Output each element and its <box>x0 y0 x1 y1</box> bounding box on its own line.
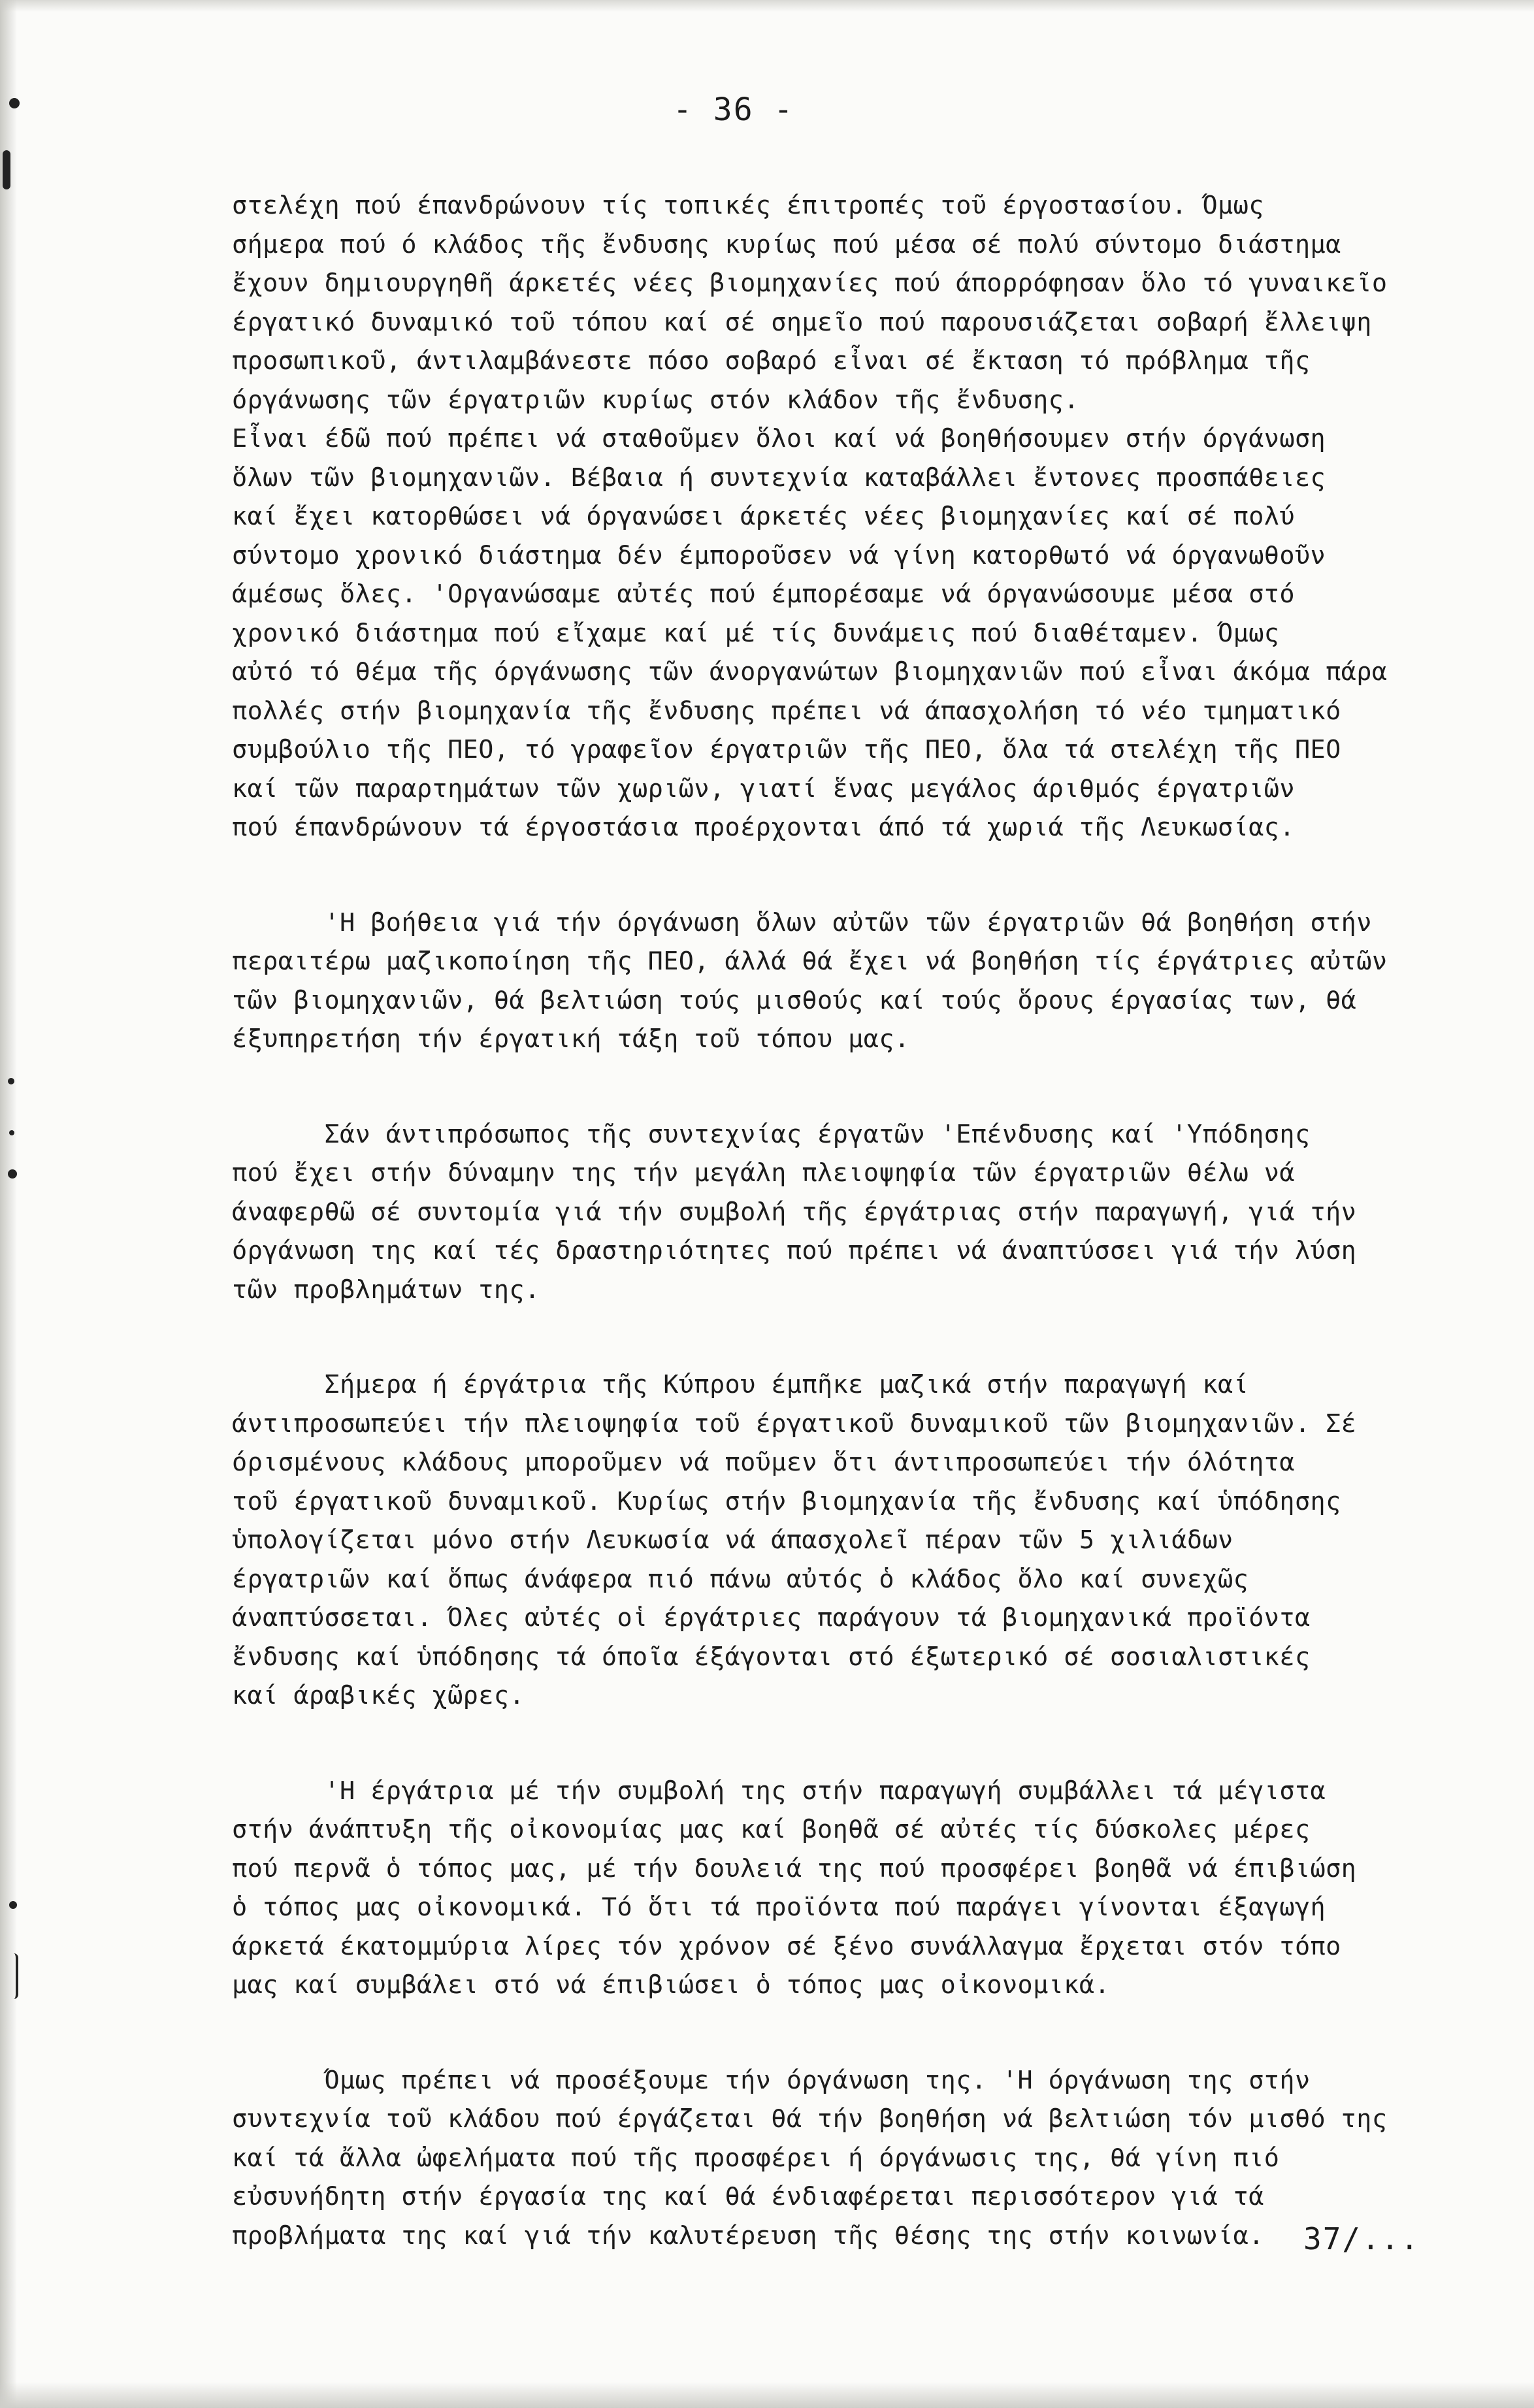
scan-edge-bottom <box>0 2382 1534 2408</box>
scan-edge-top <box>0 0 1534 12</box>
paragraph <box>232 903 1473 1059</box>
text-line: όργάνωσης τῶν έργατριῶν κυρίως στόν κλάδον τῆς ἔνδυσης. <box>232 385 1079 415</box>
text-line: εὐσυνήδητη στήν έργασία της καί θά ένδιαφέρεται περισσότερον γιά τά <box>232 2182 1264 2211</box>
text-line: σύντομο χρονικό διάστημα δέν έμποροῦσεν νά γίνη κατορθωτό νά όργανωθοῦν <box>232 540 1326 570</box>
paragraph <box>232 1115 1473 1310</box>
body-text <box>232 186 1473 2311</box>
text-line: καί τῶν παραρτημάτων τῶν χωριῶν, γιατί ἕνας μεγάλος άριθμός έργατριῶν <box>232 773 1295 804</box>
text-line: αὐτό τό θέμα τῆς όργάνωσης τῶν άνοργανώτων βιομηχανιῶν πού εἶναι άκόμα πάρα <box>232 657 1388 687</box>
text-line: σήμερα πού ό κλάδος τῆς ἔνδυσης κυρίως πού μέσα σέ πολύ σύντομο διάστημα <box>232 229 1341 259</box>
scan-speck <box>7 1953 18 1999</box>
text-line: Σήμερα ή έργάτρια τῆς Κύπρου έμπῆκε μαζικά στήν παραγωγή καί <box>232 1370 1249 1399</box>
scan-speck <box>3 150 10 189</box>
text-line: χρονικό διάστημα πού εἴχαμε καί μέ τίς δυνάμεις πού διαθέταμεν. Όμως <box>232 618 1280 648</box>
text-line: περαιτέρω μαζικοποίηση τῆς ΠΕΟ, άλλά θά ἔχει νά βοηθήση τίς έργάτριες αὐτῶν <box>232 947 1388 976</box>
text-line: τοῦ έργατικοῦ δυναμικοῦ. Κυρίως στήν βιομηχανία τῆς ἔνδυσης καί ὑπόδησης <box>232 1486 1341 1516</box>
scan-speck <box>8 1169 17 1179</box>
text-line: άντιπροσωπεύει τήν πλειοψηφία τοῦ έργατικοῦ δυναμικοῦ τῶν βιομηχανιῶν. Σέ <box>232 1408 1357 1439</box>
paragraph <box>232 186 1473 847</box>
text-line: έργατριῶν καί ὅπως άνάφερα πιό πάνω αὐτός ὁ κλάδος ὅλο καί συνεχῶς <box>232 1564 1249 1594</box>
text-line: Όμως πρέπει νά προσέξουμε τήν όργάνωση της. 'Η όργάνωση της στήν <box>232 2065 1311 2095</box>
text-line: ὑπολογίζεται μόνο στήν Λευκωσία νά άπασχολεῖ πέραν τῶν 5 χιλιάδων <box>232 1525 1233 1555</box>
text-line: άναπτύσσεται. Όλες αὐτές οἱ έργάτριες παράγουν τά βιομηχανικά προϊόντα <box>232 1603 1311 1633</box>
scan-speck <box>9 98 20 108</box>
text-line: ἔχουν δημιουργηθῆ άρκετές νέες βιομηχανίες πού άπορρόφησαν ὅλο τό γυναικεῖο <box>232 268 1388 298</box>
scan-speck <box>9 1130 14 1135</box>
page-number: - 36 - <box>673 91 794 128</box>
paragraph <box>232 1365 1473 1716</box>
text-line: συμβούλιο τῆς ΠΕΟ, τό γραφεῖον έργατριῶν τῆς ΠΕΟ, ὅλα τά στελέχη τῆς ΠΕΟ <box>232 735 1341 764</box>
text-line: άναφερθῶ σέ συντομία γιά τήν συμβολή τῆς έργάτριας στήν παραγωγή, γιά τήν <box>232 1197 1357 1227</box>
text-line: στελέχη πού έπανδρώνουν τίς τοπικές έπιτροπές τοῦ έργοστασίου. Όμως <box>232 191 1264 220</box>
continuation-marker: 37/... <box>1303 2221 1420 2256</box>
scan-speck <box>8 1078 14 1084</box>
scan-edge-left <box>0 0 17 2408</box>
text-line: άρκετά έκατομμύρια λίρες τόν χρόνον σέ ξένο συνάλλαγμα ἔρχεται στόν τόπο <box>232 1931 1341 1961</box>
text-line: πού περνᾶ ὁ τόπος μας, μέ τήν δουλειά της πού προσφέρει βοηθᾶ νά έπιβιώση <box>232 1853 1357 1883</box>
text-line: τῶν προβλημάτων της. <box>232 1275 540 1305</box>
text-line: Εἶναι έδῶ πού πρέπει νά σταθοῦμεν ὅλοι καί νά βοηθήσουμεν στήν όργάνωση <box>232 424 1326 453</box>
text-line: Σάν άντιπρόσωπος τῆς συντεχνίας έργατῶν 'Επένδυσης καί 'Υπόδησης <box>232 1119 1311 1149</box>
text-line: ὁ τόπος μας οἰκονομικά. Τό ὅτι τά προϊόντα πού παράγει γίνονται έξαγωγή <box>232 1893 1326 1922</box>
text-line: όρισμένους κλάδους μποροῦμεν νά ποῦμεν ὅτι άντιπροσωπεύει τήν όλότητα <box>232 1448 1295 1477</box>
text-line: άμέσως ὅλες. 'Οργανώσαμε αὐτές πού έμπορέσαμε νά όργανώσουμε μέσα στό <box>232 579 1295 609</box>
text-line: καί τά ἄλλα ὠφελήματα πού τῆς προσφέρει ή όργάνωσις της, θά γίνη πιό <box>232 2143 1280 2173</box>
text-line: στήν άνάπτυξη τῆς οἰκονομίας μας καί βοηθᾶ σέ αὐτές τίς δύσκολες μέρες <box>232 1815 1311 1844</box>
text-line: 'Η έργάτρια μέ τήν συμβολή της στήν παραγωγή συμβάλλει τά μέγιστα <box>232 1776 1326 1806</box>
text-line: ἔνδυσης καί ὑπόδησης τά όποῖα έξάγονται στό έξωτερικό σέ σοσιαλιστικές <box>232 1642 1311 1672</box>
paragraph <box>232 2061 1473 2256</box>
text-line: τῶν βιομηχανιῶν, θά βελτιώση τούς μισθούς καί τούς ὅρους έργασίας των, θά <box>232 985 1357 1015</box>
text-line: όργάνωση της καί τές δραστηριότητες πού πρέπει νά άναπτύσσει γιά τήν λύση <box>232 1236 1357 1265</box>
text-line: προσωπικοῦ, άντιλαμβάνεστε πόσο σοβαρό εἶναι σέ ἔκταση τό πρόβλημα τῆς <box>232 346 1311 376</box>
text-line: έργατικό δυναμικό τοῦ τόπου καί σέ σημεῖο πού παρουσιάζεται σοβαρή ἔλλειψη <box>232 307 1372 337</box>
text-line: ὅλων τῶν βιομηχανιῶν. Βέβαια ή συντεχνία καταβάλλει ἔντονες προσπάθειες <box>232 463 1326 493</box>
text-line: συντεχνία τοῦ κλάδου πού έργάζεται θά τήν βοηθήση νά βελτιώση τόν μισθό της <box>232 2104 1388 2134</box>
text-line: καί ἔχει κατορθώσει νά όργανώσει άρκετές νέες βιομηχανίες καί σέ πολύ <box>232 502 1295 531</box>
text-line: πού έπανδρώνουν τά έργοστάσια προέρχονται άπό τά χωριά τῆς Λευκωσίας. <box>232 813 1295 842</box>
text-line: προβλήματα της καί γιά τήν καλυτέρευση τῆς θέσης της στήν κοινωνία. <box>232 2221 1264 2251</box>
scan-speck <box>9 1901 17 1909</box>
text-line: πολλές στήν βιομηχανία τῆς ἔνδυσης πρέπει νά άπασχολήση τό νέο τμηματικό <box>232 696 1341 726</box>
text-line: μας καί συμβάλει στό νά έπιβιώσει ὁ τόπος μας οἰκονομικά. <box>232 1970 1111 2000</box>
text-line: καί άραβικές χῶρες. <box>232 1681 525 1710</box>
text-line: πού ἔχει στήν δύναμην της τήν μεγάλη πλειοψηφία τῶν έργατριῶν θέλω νά <box>232 1158 1295 1188</box>
paragraph <box>232 1772 1473 2005</box>
text-line: έξυπηρετήση τήν έργατική τάξη τοῦ τόπου μας. <box>232 1024 910 1054</box>
text-line: 'Η βοήθεια γιά τήν όργάνωση ὅλων αὐτῶν τῶν έργατριῶν θά βοηθήση στήν <box>232 907 1372 937</box>
